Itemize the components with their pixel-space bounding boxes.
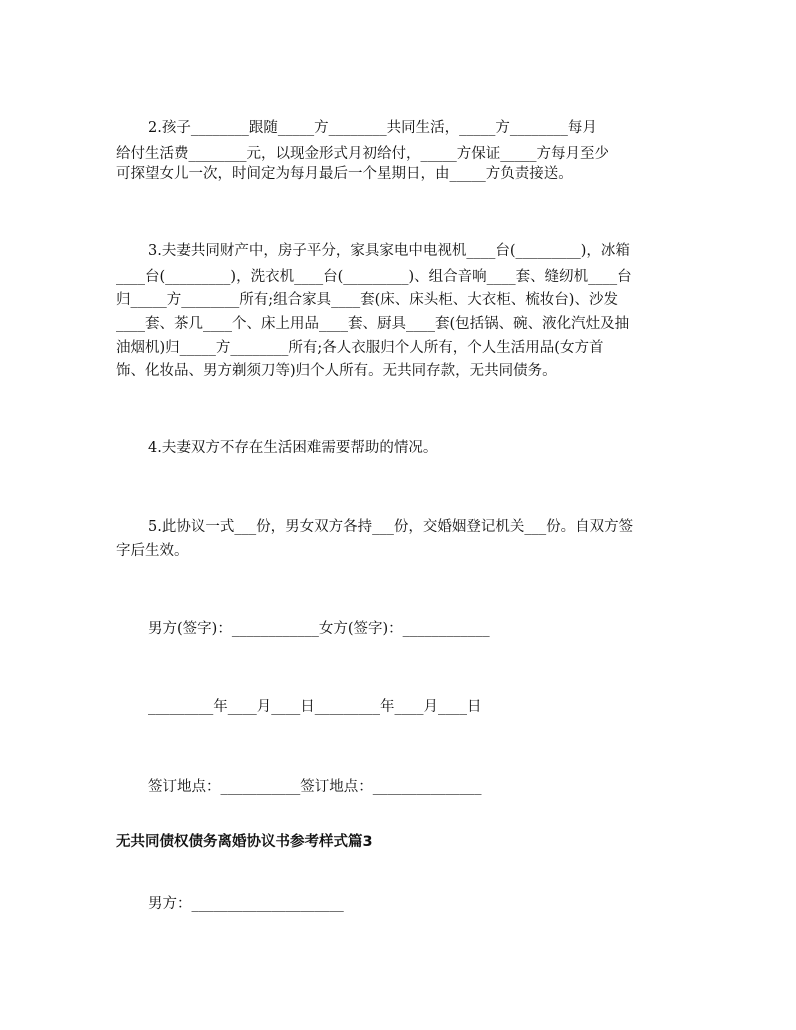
paragraph-2-line-2: 给付生活费________元，以现金形式月初给付，_____方保证_____方每月至少	[116, 146, 609, 162]
paragraph-3-line-4: ____套、茶几____个、床上用品____套、厨具____套(包括锅、碗、液化汽灶及抽	[116, 316, 630, 332]
signing-location-line: 签订地点：___________签订地点：_______________	[148, 779, 482, 795]
paragraph-4-line-1: 4.夫妻双方不存在生活困难需要帮助的情况。	[148, 440, 438, 456]
paragraph-3-line-6: 饰、化妆品、男方剃须刀等)归个人所有。无共同存款，无共同债务。	[116, 363, 557, 379]
paragraph-2-line-3: 可探望女儿一次，时间定为每月最后一个星期日，由_____方负责接送。	[116, 166, 573, 182]
paragraph-3-line-5: 油烟机)归_____方________所有;各人衣服归个人所有，个人生活用品(女方首	[116, 340, 604, 356]
male-party-line: 男方：_____________________	[148, 896, 344, 912]
paragraph-3-line-2: ____台(_________)，洗衣机____台(_________)、组合音响____套、缝纫机____台	[116, 269, 632, 285]
paragraph-2-line-1: 2.孩子________跟随_____方________共同生活，_____方________每月	[148, 120, 597, 136]
date-line: _________年____月____日_________年____月____日	[148, 699, 482, 715]
section-heading: 无共同债权债务离婚协议书参考样式篇3	[116, 834, 373, 850]
paragraph-5-line-2: 字后生效。	[116, 543, 189, 559]
paragraph-3-line-3: 归_____方________所有;组合家具____套(床、床头柜、大衣柜、梳妆台)、沙发	[116, 292, 618, 308]
signature-line: 男方(签字)：____________女方(签字)：____________	[148, 621, 490, 637]
paragraph-5-line-1: 5.此协议一式___份，男女双方各持___份，交婚姻登记机关___份。自双方签	[148, 519, 634, 535]
paragraph-3-line-1: 3.夫妻共同财产中，房子平分，家具家电中电视机____台(_________)，冰箱	[148, 243, 630, 259]
